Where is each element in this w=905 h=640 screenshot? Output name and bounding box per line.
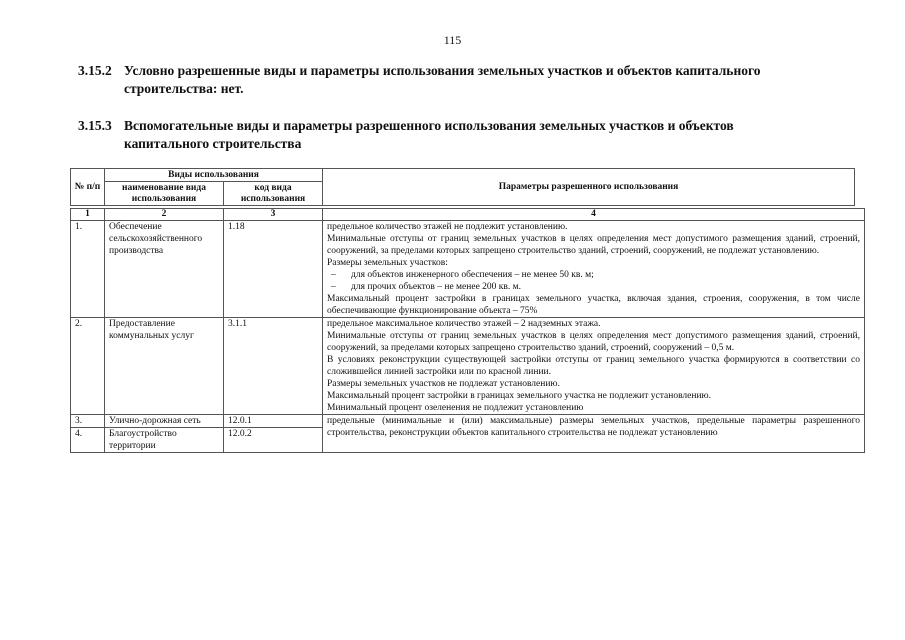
section-heading-conditional <box>78 62 860 98</box>
index-cell: 2 <box>105 209 224 221</box>
param-text: Размеры земельных участков не подлежат установлению. <box>327 379 560 389</box>
row-params <box>323 221 865 318</box>
header-params: Параметры разрешенного использования <box>323 169 855 206</box>
table-row <box>71 221 865 318</box>
row-name: Улично-дорожная сеть <box>105 415 224 428</box>
header-num: № п/п <box>71 169 105 206</box>
row-code: 3.1.1 <box>224 318 323 415</box>
table-row <box>71 318 865 415</box>
param-list-item <box>327 281 860 293</box>
section-number: 3.15.2 <box>78 63 112 78</box>
row-params-merged: предельные (минимальные и (или) максимальные) размеры земельных участков, предельные параметры разрешенного строительства, реконструкции объектов капитального строительства не подлежат установлению <box>323 415 865 453</box>
section-title-line2: капитального строительства <box>124 136 302 151</box>
param-text: предельное количество этажей не подлежит установлению. <box>327 222 568 232</box>
index-cell: 4 <box>323 209 865 221</box>
param-list-item <box>327 269 860 281</box>
param-text: предельное максимальное количество этажей – 2 надземных этажа. <box>327 319 601 329</box>
param-text: Максимальный процент застройки в границах земельного участка, включая здания, строения, сооружения, в том числе обеспечивающие функционирование объекта – 75% <box>327 294 860 316</box>
section-title-line1: Условно разрешенные виды и параметры использования земельных участков и объектов капитального <box>124 63 761 78</box>
section-title-line2: строительства: нет. <box>124 81 244 96</box>
table-header <box>70 168 855 206</box>
page-number: 115 <box>443 33 462 47</box>
index-cell: 1 <box>71 209 105 221</box>
param-text: для объектов инженерного обеспечения – не менее 50 кв. м; <box>351 270 594 280</box>
header-name: наименование вида использования <box>105 182 224 206</box>
row-num: 1. <box>71 221 105 318</box>
param-text: Минимальные отступы от границ земельных участков в целях определения мест допустимого размещения зданий, строений, сооружений, за пределами которых запрещено строительство зданий, строений, сооружений – 0,5 м. <box>327 331 860 353</box>
section-title-line1: Вспомогательные виды и параметры разрешенного использования земельных участков и объектов <box>124 118 734 133</box>
table-row <box>71 415 865 428</box>
row-num: 4. <box>71 428 105 453</box>
param-text: В условиях реконструкции существующей застройки отступы от границ земельного участка формируются в соответствии со сложившейся линией застройки или по красной линии. <box>327 355 860 377</box>
row-num: 2. <box>71 318 105 415</box>
param-text: Минимальные отступы от границ земельных участков в целях определения мест допустимого размещения зданий, строений, сооружений, за пределами которых запрещено строительство зданий, строений, сооружений, не подлежат установлению. <box>327 234 860 256</box>
param-text: Минимальный процент озеленения не подлежит установлению <box>327 403 584 413</box>
row-name: Обеспечение сельскохозяйственного производства <box>105 221 224 318</box>
row-code: 1.18 <box>224 221 323 318</box>
row-num: 3. <box>71 415 105 428</box>
row-name: Благоустройство территории <box>105 428 224 453</box>
section-number: 3.15.3 <box>78 118 112 133</box>
dash-bullet: – <box>331 282 336 292</box>
index-cell: 3 <box>224 209 323 221</box>
dash-bullet: – <box>331 270 336 280</box>
param-text: для прочих объектов – не менее 200 кв. м. <box>351 282 522 292</box>
section-heading-auxiliary <box>78 117 860 153</box>
param-text: Максимальный процент застройки в границах земельного участка не подлежит установлению. <box>327 391 712 401</box>
header-group: Виды использования <box>105 169 323 182</box>
header-code: код вида использования <box>224 182 323 206</box>
param-text: Размеры земельных участков: <box>327 258 448 268</box>
row-code: 12.0.2 <box>224 428 323 453</box>
usage-table <box>70 208 865 453</box>
table-index-row <box>71 209 865 221</box>
row-params <box>323 318 865 415</box>
row-code: 12.0.1 <box>224 415 323 428</box>
row-name: Предоставление коммунальных услуг <box>105 318 224 415</box>
